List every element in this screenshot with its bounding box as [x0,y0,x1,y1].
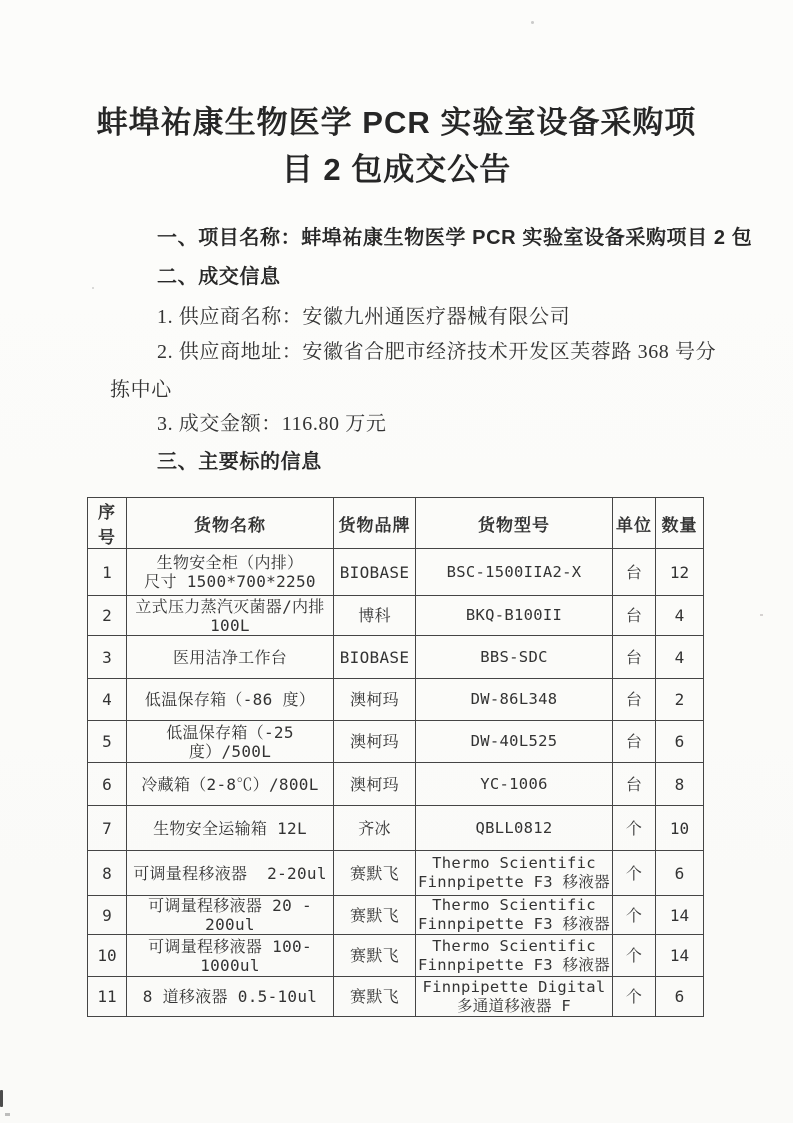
goods-name-cell [127,977,334,1017]
table-row [88,896,704,935]
section-heading-subject-info: 三、主要标的信息 [157,451,322,473]
cell-text-line: 个 [625,863,643,883]
brand-cell [334,896,416,935]
brand-cell [334,549,416,596]
goods-table-header-row [88,498,704,549]
cell-text-line: BBS-SDC [480,647,548,666]
goods-name-cell [127,636,334,679]
section-heading-project-name: 一、项目名称：蚌埠祐康生物医学 PCR 实验室设备采购项目 2 包 [157,227,753,249]
table-row [88,636,704,679]
goods-name-cell [127,935,334,977]
cell-text-line: 生物安全柜（内排） [156,553,304,572]
cell-text-line: QBLL0812 [475,818,553,837]
cell-text-line: Finnpipette F3 移液器 [418,955,610,974]
model-cell [416,679,613,721]
cell-text-line: 可调量程移液器 100-1000ul [148,936,312,975]
cell-text-line: 台 [625,562,643,582]
cell-text-line: 台 [625,774,643,794]
model-cell [416,721,613,763]
qty-cell: 10 [656,806,704,851]
goods-name-cell [127,679,334,721]
unit-cell [613,935,656,977]
qty-cell: 6 [656,721,704,763]
cell-text-line: BKQ-B100II [465,606,563,624]
cell-text-line: Finnpipette Digital [422,977,606,996]
model-cell [416,935,613,977]
scan-artifact-speck [760,614,763,616]
supplier-address-line1: 2. 供应商地址：安徽省合肥市经济技术开发区芙蓉路 368 号分 [157,341,717,363]
row-number-cell: 2 [88,596,127,636]
scan-artifact-speck [92,287,94,289]
cell-text-line: 冷藏箱（2-8℃）/800L [141,774,319,794]
cell-text-line: Thermo Scientific [432,936,596,955]
table-row [88,679,704,721]
brand-cell [334,851,416,896]
supplier-address-line2: 拣中心 [110,379,172,401]
table-row [88,596,704,636]
model-cell [416,896,613,935]
goods-table-body [88,549,704,1017]
cell-text-line: 8 道移液器 0.5-10ul [142,987,318,1006]
cell-text-line: Thermo Scientific [432,854,596,872]
model-cell [416,806,613,851]
goods-name-cell [127,549,334,596]
row-number-cell: 4 [88,679,127,721]
cell-text-line: 台 [625,732,643,751]
goods-name-cell [127,596,334,636]
cell-text-line: 齐冰 [358,818,391,838]
cell-text-line: BIOBASE [339,562,410,582]
qty-cell: 8 [656,763,704,806]
column-header-4: 单位 [613,498,656,549]
qty-cell: 6 [656,851,704,896]
qty-cell: 12 [656,549,704,596]
model-cell [416,851,613,896]
qty-cell: 6 [656,977,704,1017]
cell-text-line: 赛默飞 [350,987,399,1006]
column-header-2: 货物品牌 [334,498,416,549]
row-number-cell: 6 [88,763,127,806]
goods-name-cell [127,721,334,763]
cell-text-line: 尺寸 1500*700*2250 [144,572,316,591]
table-row [88,977,704,1017]
unit-cell [613,721,656,763]
cell-text-line: 低温保存箱（-86 度） [144,690,316,709]
cell-text-line: 多通道移液器 F [456,996,572,1015]
document-title [0,99,793,193]
row-number-cell: 8 [88,851,127,896]
brand-cell [334,806,416,851]
column-header-5: 数量 [656,498,704,549]
cell-text-line: 可调量程移液器 2-20ul [133,863,327,883]
model-cell [416,636,613,679]
unit-cell [613,636,656,679]
scan-artifact-speck [5,1113,10,1116]
goods-table-head [88,498,704,549]
cell-text-line: 赛默飞 [350,946,399,965]
table-row [88,806,704,851]
table-row [88,763,704,806]
cell-text-line: 台 [625,606,643,625]
document-title-line2: 目 2 包成交公告 [281,152,512,187]
qty-cell: 2 [656,679,704,721]
goods-table-container [87,497,704,1017]
deal-amount-line: 3. 成交金额：116.80 万元 [157,413,387,435]
unit-cell [613,763,656,806]
cell-text-line: 博科 [358,606,391,625]
goods-table [87,497,704,1017]
cell-text-line: Finnpipette F3 移液器 [418,915,610,933]
model-cell [416,596,613,636]
scan-artifact-speck [0,1090,3,1107]
row-number-cell: 3 [88,636,127,679]
row-number-cell: 7 [88,806,127,851]
qty-cell: 14 [656,935,704,977]
table-row [88,549,704,596]
row-number-cell: 5 [88,721,127,763]
unit-cell [613,977,656,1017]
row-number-cell: 9 [88,896,127,935]
model-cell [416,549,613,596]
cell-text-line: BIOBASE [339,647,410,667]
unit-cell [613,549,656,596]
cell-text-line: 低温保存箱（-25 度）/500L [166,722,304,761]
cell-text-line: 生物安全运输箱 12L [153,818,307,838]
cell-text-line: 赛默飞 [350,905,399,925]
column-header-1: 货物名称 [127,498,334,549]
goods-name-cell [127,896,334,935]
cell-text-line: 澳柯玛 [350,732,399,751]
unit-cell [613,851,656,896]
unit-cell [613,596,656,636]
cell-text-line: Finnpipette F3 移液器 [418,873,610,891]
table-row [88,935,704,977]
cell-text-line: 100L [210,615,250,635]
row-number-cell: 1 [88,549,127,596]
cell-text-line: 可调量程移液器 20 - 200ul [148,896,322,934]
unit-cell [613,806,656,851]
cell-text-line: 个 [625,905,643,925]
cell-text-line: 个 [625,946,643,965]
cell-text-line: DW-40L525 [470,732,558,750]
cell-text-line: 赛默飞 [350,863,399,883]
unit-cell [613,679,656,721]
cell-text-line: Thermo Scientific [432,896,596,914]
brand-cell [334,679,416,721]
scan-artifact-speck [531,21,534,24]
qty-cell: 4 [656,596,704,636]
goods-name-cell [127,763,334,806]
brand-cell [334,935,416,977]
brand-cell [334,977,416,1017]
qty-cell: 14 [656,896,704,935]
goods-name-cell [127,851,334,896]
cell-text-line: 医用洁净工作台 [172,647,288,667]
cell-text-line: 台 [625,647,643,667]
cell-text-line: 立式压力蒸汽灭菌器/内排 [135,596,325,616]
brand-cell [334,636,416,679]
model-cell [416,763,613,806]
cell-text-line: YC-1006 [480,774,548,793]
cell-text-line: 个 [625,818,643,838]
supplier-name-line: 1. 供应商名称：安徽九州通医疗器械有限公司 [157,306,571,328]
document-title-line1: 蚌埠祐康生物医学 PCR 实验室设备采购项 [96,105,697,140]
table-row [88,721,704,763]
brand-cell [334,596,416,636]
qty-cell: 4 [656,636,704,679]
cell-text-line: BSC-1500IIA2-X [446,562,582,581]
row-number-cell: 11 [88,977,127,1017]
row-number-cell: 10 [88,935,127,977]
cell-text-line: 台 [625,690,643,709]
section-heading-deal-info: 二、成交信息 [157,266,281,288]
cell-text-line: DW-86L348 [470,690,558,708]
goods-name-cell [127,806,334,851]
column-header-0: 序号 [88,498,127,549]
model-cell [416,977,613,1017]
unit-cell [613,896,656,935]
cell-text-line: 澳柯玛 [350,690,399,709]
column-header-3: 货物型号 [416,498,613,549]
cell-text-line: 澳柯玛 [350,774,399,794]
cell-text-line: 个 [625,987,643,1006]
table-row [88,851,704,896]
brand-cell [334,721,416,763]
brand-cell [334,763,416,806]
